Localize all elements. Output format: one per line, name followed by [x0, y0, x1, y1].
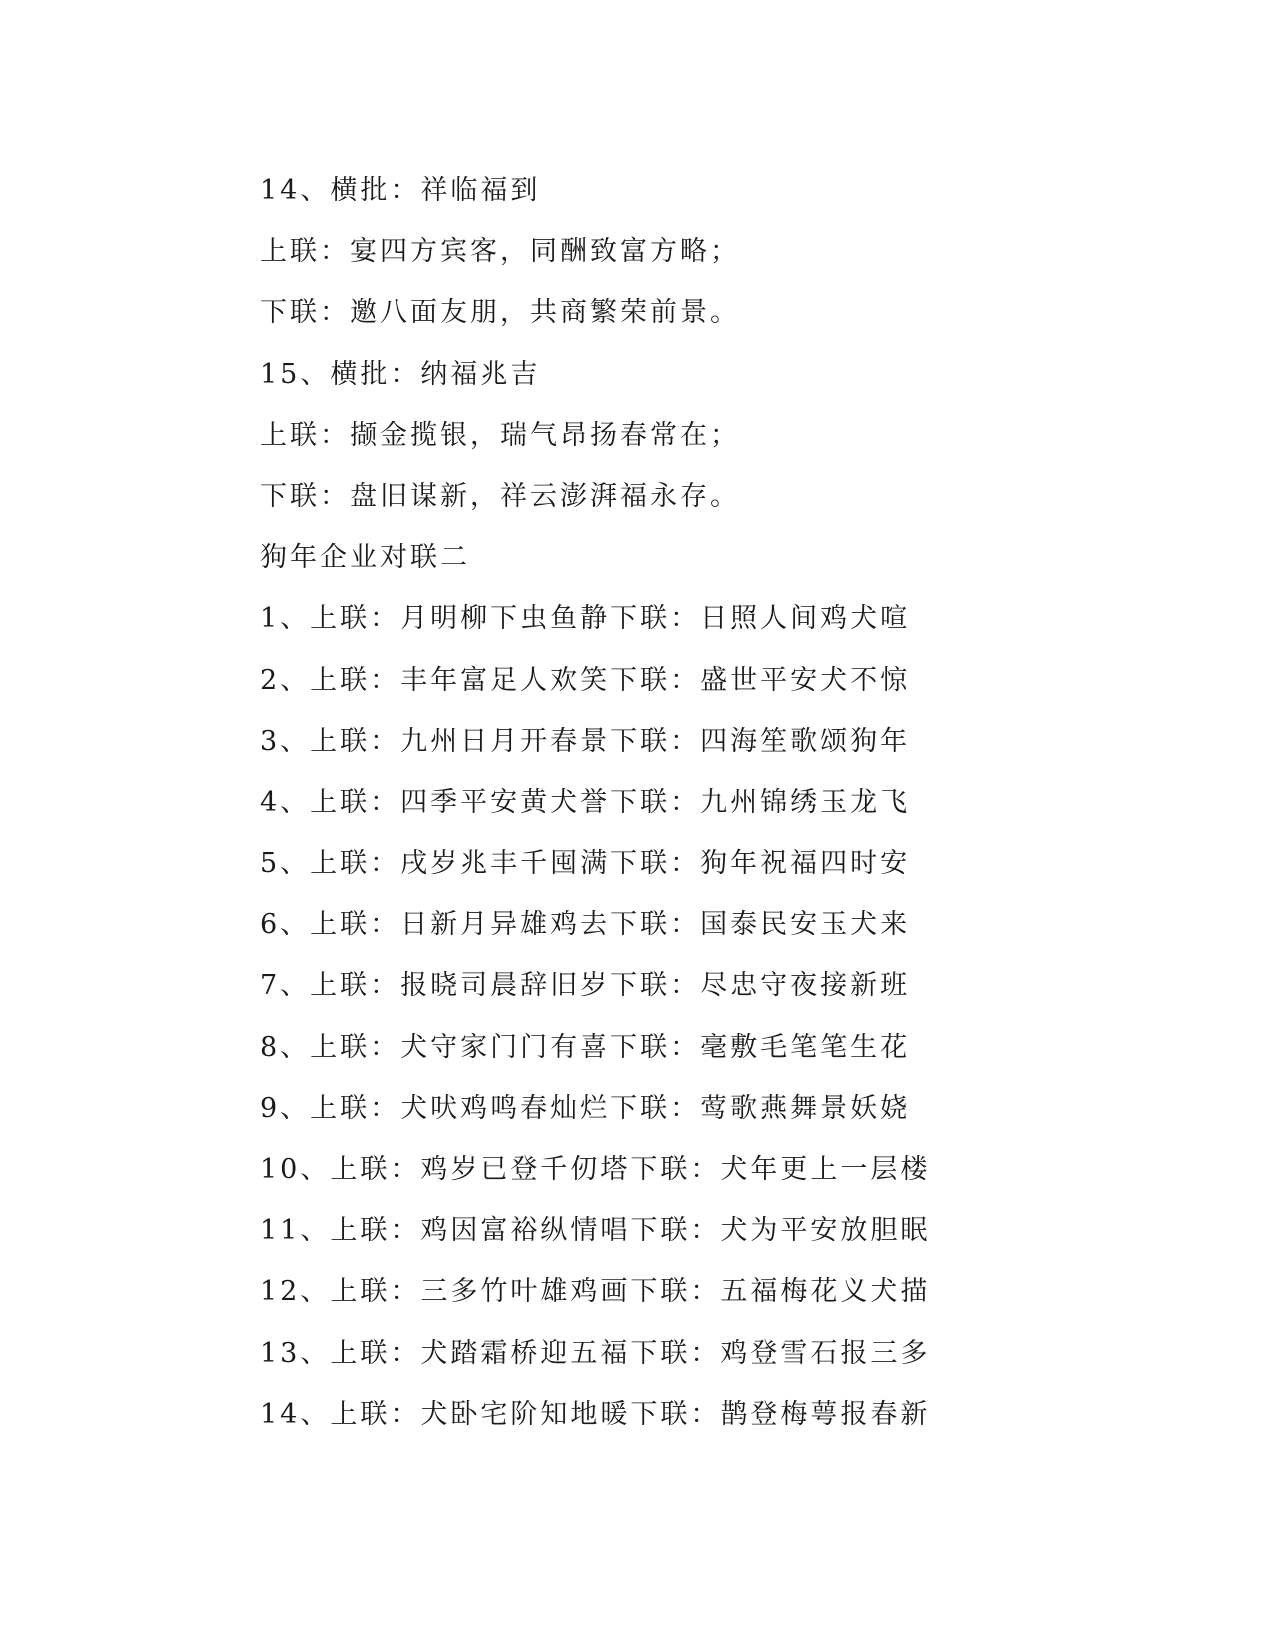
couplet-14-banner: 14、横批：祥临福到: [260, 175, 541, 206]
list-item: 3、上联：九州日月开春景下联：四海笙歌颂狗年: [260, 725, 911, 757]
section-heading: 狗年企业对联二: [260, 542, 470, 574]
list-item: 11、上联：鸡因富裕纵情唱下联：犬为平安放胆眠: [260, 1215, 931, 1247]
list-item: 2、上联：丰年富足人欢笑下联：盛世平安犬不惊: [260, 664, 911, 696]
list-item: 7、上联：报晓司晨辞旧岁下联：尽忠守夜接新班: [260, 970, 911, 1002]
list-item: 8、上联：犬守家门门有喜下联：毫敷毛笔笔生花: [260, 1031, 911, 1063]
list-item: 6、上联：日新月异雄鸡去下联：国泰民安玉犬来: [260, 909, 911, 941]
couplet-15-banner: 15、横批：纳福兆吉: [260, 358, 541, 390]
list-item: 4、上联：四季平安黄犬誉下联：九州锦绣玉龙飞: [260, 786, 911, 818]
couplet-15-upper: 上联：撷金揽银，瑞气昂扬春常在；: [260, 419, 740, 451]
document-body: [260, 160, 1160, 1445]
couplet-14-upper: 上联：宴四方宾客，同酬致富方略；: [260, 236, 740, 268]
list-item: 13、上联：犬踏霜桥迎五福下联：鸡登雪石报三多: [260, 1337, 931, 1369]
list-item: 5、上联：戌岁兆丰千囤满下联：狗年祝福四时安: [260, 848, 911, 880]
list-item: 12、上联：三多竹叶雄鸡画下联：五福梅花义犬描: [260, 1276, 931, 1308]
list-item: 9、上联：犬吠鸡鸣春灿烂下联：莺歌燕舞景妖娆: [260, 1092, 911, 1124]
couplet-15-lower: 下联：盘旧谋新，祥云澎湃福永存。: [260, 480, 740, 512]
list-item: 14、上联：犬卧宅阶知地暖下联：鹊登梅萼报春新: [260, 1398, 931, 1430]
list-item: 1、上联：月明柳下虫鱼静下联：日照人间鸡犬喧: [260, 603, 911, 635]
couplet-14-lower: 下联：邀八面友朋，共商繁荣前景。: [260, 297, 740, 329]
list-item: 10、上联：鸡岁已登千仞塔下联：犬年更上一层楼: [260, 1154, 931, 1185]
